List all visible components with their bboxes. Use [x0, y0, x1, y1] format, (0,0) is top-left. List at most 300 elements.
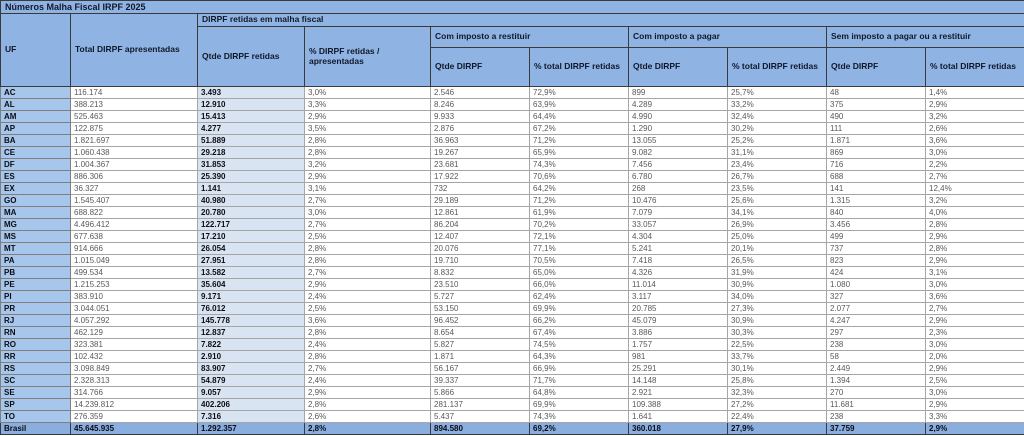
- cell-sem-pct[interactable]: 2,6%: [926, 123, 1024, 135]
- cell-uf[interactable]: AL: [1, 99, 71, 111]
- cell-pagar-qtde[interactable]: 2.921: [629, 387, 728, 399]
- cell-pct-retidas[interactable]: 2,8%: [305, 243, 431, 255]
- cell-sem-pct[interactable]: 12,4%: [926, 183, 1024, 195]
- cell-sem-qtde[interactable]: 48: [827, 87, 926, 99]
- cell-sem-qtde[interactable]: 58: [827, 351, 926, 363]
- cell-pct-retidas[interactable]: 3,3%: [305, 99, 431, 111]
- cell-qtde-retidas[interactable]: 4.277: [198, 123, 305, 135]
- cell-restituir-pct[interactable]: 65,0%: [530, 267, 629, 279]
- cell-uf[interactable]: MS: [1, 231, 71, 243]
- subheader-pagar-qtde[interactable]: Qtde DIRPF: [629, 48, 728, 87]
- cell-pct-retidas[interactable]: 2,7%: [305, 219, 431, 231]
- cell-restituir-qtde[interactable]: 894.580: [431, 423, 530, 435]
- cell-sem-qtde[interactable]: 2.449: [827, 363, 926, 375]
- subheader-restituir-pct[interactable]: % total DIRPF retidas: [530, 48, 629, 87]
- cell-sem-qtde[interactable]: 11.681: [827, 399, 926, 411]
- cell-uf[interactable]: SC: [1, 375, 71, 387]
- cell-total-apresentadas[interactable]: 116.174: [71, 87, 198, 99]
- cell-pagar-pct[interactable]: 30,3%: [728, 327, 827, 339]
- cell-restituir-pct[interactable]: 74,5%: [530, 339, 629, 351]
- cell-pagar-pct[interactable]: 23,4%: [728, 159, 827, 171]
- cell-restituir-qtde[interactable]: 5.727: [431, 291, 530, 303]
- cell-uf[interactable]: CE: [1, 147, 71, 159]
- cell-sem-pct[interactable]: 2,0%: [926, 351, 1024, 363]
- cell-restituir-pct[interactable]: 61,9%: [530, 207, 629, 219]
- cell-uf[interactable]: SP: [1, 399, 71, 411]
- cell-qtde-retidas[interactable]: 35.604: [198, 279, 305, 291]
- cell-pagar-qtde[interactable]: 4.990: [629, 111, 728, 123]
- cell-pagar-qtde[interactable]: 10.476: [629, 195, 728, 207]
- cell-pct-retidas[interactable]: 2,9%: [305, 387, 431, 399]
- cell-sem-pct[interactable]: 4,0%: [926, 207, 1024, 219]
- subheader-sem-qtde[interactable]: Qtde DIRPF: [827, 48, 926, 87]
- cell-pagar-pct[interactable]: 25,7%: [728, 87, 827, 99]
- header-uf[interactable]: UF: [1, 14, 71, 87]
- cell-total-apresentadas[interactable]: 688.822: [71, 207, 198, 219]
- group-header-retidas-malha[interactable]: DIRPF retidas em malha fiscal: [198, 14, 1024, 27]
- cell-sem-pct[interactable]: 3,6%: [926, 135, 1024, 147]
- cell-total-apresentadas[interactable]: 2.328.313: [71, 375, 198, 387]
- cell-total-apresentadas[interactable]: 36.327: [71, 183, 198, 195]
- group-header-com-imposto-pagar[interactable]: Com imposto a pagar: [629, 27, 827, 48]
- cell-pagar-qtde[interactable]: 6.780: [629, 171, 728, 183]
- cell-sem-pct[interactable]: 2,7%: [926, 303, 1024, 315]
- cell-sem-qtde[interactable]: 4.247: [827, 315, 926, 327]
- cell-pagar-qtde[interactable]: 4.326: [629, 267, 728, 279]
- cell-restituir-pct[interactable]: 67,2%: [530, 123, 629, 135]
- subheader-pagar-pct[interactable]: % total DIRPF retidas: [728, 48, 827, 87]
- cell-uf[interactable]: SE: [1, 387, 71, 399]
- cell-qtde-retidas[interactable]: 40.980: [198, 195, 305, 207]
- cell-pagar-pct[interactable]: 34,1%: [728, 207, 827, 219]
- cell-uf[interactable]: RO: [1, 339, 71, 351]
- cell-restituir-qtde[interactable]: 2.546: [431, 87, 530, 99]
- cell-pagar-pct[interactable]: 25,6%: [728, 195, 827, 207]
- cell-uf[interactable]: PI: [1, 291, 71, 303]
- cell-pagar-pct[interactable]: 23,5%: [728, 183, 827, 195]
- cell-sem-qtde[interactable]: 499: [827, 231, 926, 243]
- cell-sem-pct[interactable]: 3,0%: [926, 387, 1024, 399]
- cell-pagar-qtde[interactable]: 13.055: [629, 135, 728, 147]
- cell-uf[interactable]: RS: [1, 363, 71, 375]
- cell-sem-qtde[interactable]: 297: [827, 327, 926, 339]
- cell-restituir-pct[interactable]: 62,4%: [530, 291, 629, 303]
- cell-restituir-qtde[interactable]: 39.337: [431, 375, 530, 387]
- cell-pagar-pct[interactable]: 20,1%: [728, 243, 827, 255]
- cell-restituir-qtde[interactable]: 56.167: [431, 363, 530, 375]
- subheader-restituir-qtde[interactable]: Qtde DIRPF: [431, 48, 530, 87]
- cell-sem-qtde[interactable]: 823: [827, 255, 926, 267]
- cell-total-apresentadas[interactable]: 1.215.253: [71, 279, 198, 291]
- cell-uf[interactable]: MG: [1, 219, 71, 231]
- cell-restituir-pct[interactable]: 65,9%: [530, 147, 629, 159]
- cell-pagar-qtde[interactable]: 7.418: [629, 255, 728, 267]
- cell-total-apresentadas[interactable]: 3.044.051: [71, 303, 198, 315]
- cell-sem-pct[interactable]: 3,0%: [926, 339, 1024, 351]
- cell-total-apresentadas[interactable]: 323.381: [71, 339, 198, 351]
- cell-sem-pct[interactable]: 2,8%: [926, 243, 1024, 255]
- cell-total-apresentadas[interactable]: 45.645.935: [71, 423, 198, 435]
- cell-total-apresentadas[interactable]: 525.463: [71, 111, 198, 123]
- cell-sem-pct[interactable]: 3,6%: [926, 291, 1024, 303]
- cell-uf[interactable]: GO: [1, 195, 71, 207]
- cell-sem-qtde[interactable]: 737: [827, 243, 926, 255]
- cell-sem-pct[interactable]: 2,9%: [926, 423, 1024, 435]
- cell-restituir-qtde[interactable]: 19.710: [431, 255, 530, 267]
- cell-pagar-qtde[interactable]: 9.082: [629, 147, 728, 159]
- cell-restituir-qtde[interactable]: 53.150: [431, 303, 530, 315]
- cell-pagar-pct[interactable]: 27,2%: [728, 399, 827, 411]
- cell-sem-pct[interactable]: 2,9%: [926, 315, 1024, 327]
- cell-sem-pct[interactable]: 2,9%: [926, 231, 1024, 243]
- cell-total-apresentadas[interactable]: 1.015.049: [71, 255, 198, 267]
- cell-pagar-qtde[interactable]: 45.079: [629, 315, 728, 327]
- cell-sem-qtde[interactable]: 111: [827, 123, 926, 135]
- cell-pagar-pct[interactable]: 22,4%: [728, 411, 827, 423]
- cell-total-apresentadas[interactable]: 4.057.292: [71, 315, 198, 327]
- cell-qtde-retidas[interactable]: 29.218: [198, 147, 305, 159]
- cell-restituir-pct[interactable]: 70,5%: [530, 255, 629, 267]
- cell-restituir-qtde[interactable]: 19.267: [431, 147, 530, 159]
- cell-pagar-qtde[interactable]: 1.641: [629, 411, 728, 423]
- cell-qtde-retidas[interactable]: 76.012: [198, 303, 305, 315]
- cell-pagar-pct[interactable]: 33,2%: [728, 99, 827, 111]
- cell-sem-qtde[interactable]: 869: [827, 147, 926, 159]
- cell-total-apresentadas[interactable]: 314.766: [71, 387, 198, 399]
- cell-uf[interactable]: AC: [1, 87, 71, 99]
- cell-qtde-retidas[interactable]: 145.778: [198, 315, 305, 327]
- cell-restituir-pct[interactable]: 74,3%: [530, 411, 629, 423]
- cell-pct-retidas[interactable]: 2,7%: [305, 363, 431, 375]
- cell-restituir-qtde[interactable]: 23.681: [431, 159, 530, 171]
- cell-total-apresentadas[interactable]: 14.239.812: [71, 399, 198, 411]
- cell-pct-retidas[interactable]: 2,5%: [305, 303, 431, 315]
- cell-restituir-pct[interactable]: 64,2%: [530, 183, 629, 195]
- cell-restituir-qtde[interactable]: 1.871: [431, 351, 530, 363]
- cell-qtde-retidas[interactable]: 1.292.357: [198, 423, 305, 435]
- cell-total-apresentadas[interactable]: 122.875: [71, 123, 198, 135]
- cell-sem-qtde[interactable]: 375: [827, 99, 926, 111]
- cell-total-apresentadas[interactable]: 383.910: [71, 291, 198, 303]
- cell-pagar-pct[interactable]: 32,3%: [728, 387, 827, 399]
- cell-restituir-qtde[interactable]: 12.861: [431, 207, 530, 219]
- cell-sem-qtde[interactable]: 37.759: [827, 423, 926, 435]
- cell-pagar-pct[interactable]: 31,9%: [728, 267, 827, 279]
- cell-qtde-retidas[interactable]: 13.582: [198, 267, 305, 279]
- cell-pct-retidas[interactable]: 2,8%: [305, 327, 431, 339]
- cell-restituir-pct[interactable]: 64,8%: [530, 387, 629, 399]
- cell-pct-retidas[interactable]: 2,4%: [305, 291, 431, 303]
- cell-total-apresentadas[interactable]: 886.306: [71, 171, 198, 183]
- cell-qtde-retidas[interactable]: 15.413: [198, 111, 305, 123]
- cell-qtde-retidas[interactable]: 402.206: [198, 399, 305, 411]
- cell-qtde-retidas[interactable]: 7.822: [198, 339, 305, 351]
- cell-total-apresentadas[interactable]: 1.004.367: [71, 159, 198, 171]
- cell-sem-qtde[interactable]: 327: [827, 291, 926, 303]
- cell-pagar-qtde[interactable]: 3.117: [629, 291, 728, 303]
- cell-uf[interactable]: ES: [1, 171, 71, 183]
- group-header-sem-imposto[interactable]: Sem imposto a pagar ou a restituir: [827, 27, 1024, 48]
- cell-sem-pct[interactable]: 3,0%: [926, 147, 1024, 159]
- cell-restituir-pct[interactable]: 67,4%: [530, 327, 629, 339]
- cell-restituir-pct[interactable]: 70,2%: [530, 219, 629, 231]
- cell-pct-retidas[interactable]: 2,7%: [305, 267, 431, 279]
- cell-restituir-qtde[interactable]: 29.189: [431, 195, 530, 207]
- cell-total-apresentadas[interactable]: 677.638: [71, 231, 198, 243]
- cell-total-apresentadas[interactable]: 1.545.407: [71, 195, 198, 207]
- cell-total-apresentadas[interactable]: 388.213: [71, 99, 198, 111]
- cell-uf[interactable]: EX: [1, 183, 71, 195]
- cell-sem-pct[interactable]: 2,3%: [926, 327, 1024, 339]
- cell-pct-retidas[interactable]: 2,7%: [305, 195, 431, 207]
- cell-pagar-pct[interactable]: 26,5%: [728, 255, 827, 267]
- cell-pct-retidas[interactable]: 2,4%: [305, 339, 431, 351]
- cell-pagar-qtde[interactable]: 20.785: [629, 303, 728, 315]
- cell-pagar-qtde[interactable]: 109.388: [629, 399, 728, 411]
- cell-uf[interactable]: BA: [1, 135, 71, 147]
- cell-pagar-pct[interactable]: 27,3%: [728, 303, 827, 315]
- cell-pagar-pct[interactable]: 30,9%: [728, 315, 827, 327]
- cell-restituir-pct[interactable]: 63,9%: [530, 99, 629, 111]
- cell-restituir-pct[interactable]: 64,3%: [530, 351, 629, 363]
- cell-restituir-pct[interactable]: 66,9%: [530, 363, 629, 375]
- cell-sem-qtde[interactable]: 238: [827, 411, 926, 423]
- cell-qtde-retidas[interactable]: 7.316: [198, 411, 305, 423]
- cell-uf[interactable]: AP: [1, 123, 71, 135]
- cell-pagar-pct[interactable]: 32,4%: [728, 111, 827, 123]
- cell-restituir-pct[interactable]: 72,1%: [530, 231, 629, 243]
- cell-pct-retidas[interactable]: 2,8%: [305, 147, 431, 159]
- cell-pagar-pct[interactable]: 31,1%: [728, 147, 827, 159]
- cell-pagar-pct[interactable]: 26,7%: [728, 171, 827, 183]
- cell-restituir-pct[interactable]: 64,4%: [530, 111, 629, 123]
- cell-qtde-retidas[interactable]: 12.837: [198, 327, 305, 339]
- cell-pagar-qtde[interactable]: 360.018: [629, 423, 728, 435]
- cell-pagar-qtde[interactable]: 4.289: [629, 99, 728, 111]
- cell-uf[interactable]: PE: [1, 279, 71, 291]
- cell-uf[interactable]: RN: [1, 327, 71, 339]
- cell-total-apresentadas[interactable]: 102.432: [71, 351, 198, 363]
- cell-qtde-retidas[interactable]: 31.853: [198, 159, 305, 171]
- cell-pct-retidas[interactable]: 2,8%: [305, 423, 431, 435]
- cell-sem-pct[interactable]: 3,0%: [926, 279, 1024, 291]
- cell-sem-qtde[interactable]: 490: [827, 111, 926, 123]
- cell-restituir-pct[interactable]: 69,2%: [530, 423, 629, 435]
- cell-sem-pct[interactable]: 2,5%: [926, 375, 1024, 387]
- cell-sem-pct[interactable]: 2,9%: [926, 255, 1024, 267]
- cell-pct-retidas[interactable]: 2,8%: [305, 399, 431, 411]
- cell-uf[interactable]: DF: [1, 159, 71, 171]
- cell-restituir-pct[interactable]: 74,3%: [530, 159, 629, 171]
- cell-restituir-qtde[interactable]: 2.876: [431, 123, 530, 135]
- cell-pagar-pct[interactable]: 33,7%: [728, 351, 827, 363]
- cell-pct-retidas[interactable]: 3,1%: [305, 183, 431, 195]
- cell-pagar-qtde[interactable]: 11.014: [629, 279, 728, 291]
- cell-pagar-qtde[interactable]: 25.291: [629, 363, 728, 375]
- cell-restituir-qtde[interactable]: 732: [431, 183, 530, 195]
- cell-pct-retidas[interactable]: 3,6%: [305, 315, 431, 327]
- cell-restituir-pct[interactable]: 70,6%: [530, 171, 629, 183]
- cell-restituir-qtde[interactable]: 8.832: [431, 267, 530, 279]
- cell-pagar-qtde[interactable]: 33.057: [629, 219, 728, 231]
- cell-pagar-pct[interactable]: 26,9%: [728, 219, 827, 231]
- cell-qtde-retidas[interactable]: 3.493: [198, 87, 305, 99]
- cell-pagar-qtde[interactable]: 7.079: [629, 207, 728, 219]
- cell-qtde-retidas[interactable]: 1.141: [198, 183, 305, 195]
- cell-qtde-retidas[interactable]: 12.910: [198, 99, 305, 111]
- cell-qtde-retidas[interactable]: 2.910: [198, 351, 305, 363]
- cell-restituir-pct[interactable]: 69,9%: [530, 399, 629, 411]
- cell-sem-qtde[interactable]: 716: [827, 159, 926, 171]
- cell-pct-retidas[interactable]: 2,8%: [305, 255, 431, 267]
- cell-pct-retidas[interactable]: 3,0%: [305, 207, 431, 219]
- cell-qtde-retidas[interactable]: 9.057: [198, 387, 305, 399]
- cell-sem-pct[interactable]: 3,3%: [926, 411, 1024, 423]
- cell-restituir-qtde[interactable]: 5.827: [431, 339, 530, 351]
- cell-total-apresentadas[interactable]: 914.666: [71, 243, 198, 255]
- cell-pct-retidas[interactable]: 3,0%: [305, 87, 431, 99]
- cell-pagar-pct[interactable]: 27,9%: [728, 423, 827, 435]
- cell-sem-pct[interactable]: 2,9%: [926, 399, 1024, 411]
- cell-sem-pct[interactable]: 2,9%: [926, 99, 1024, 111]
- cell-qtde-retidas[interactable]: 9.171: [198, 291, 305, 303]
- cell-sem-pct[interactable]: 2,2%: [926, 159, 1024, 171]
- cell-sem-qtde[interactable]: 688: [827, 171, 926, 183]
- cell-sem-pct[interactable]: 3,2%: [926, 111, 1024, 123]
- cell-qtde-retidas[interactable]: 26.054: [198, 243, 305, 255]
- cell-restituir-qtde[interactable]: 281.137: [431, 399, 530, 411]
- cell-pct-retidas[interactable]: 2,9%: [305, 171, 431, 183]
- cell-qtde-retidas[interactable]: 25.390: [198, 171, 305, 183]
- cell-sem-qtde[interactable]: 141: [827, 183, 926, 195]
- cell-pagar-pct[interactable]: 30,2%: [728, 123, 827, 135]
- cell-uf[interactable]: AM: [1, 111, 71, 123]
- cell-sem-qtde[interactable]: 840: [827, 207, 926, 219]
- cell-sem-pct[interactable]: 2,9%: [926, 363, 1024, 375]
- cell-restituir-pct[interactable]: 66,0%: [530, 279, 629, 291]
- cell-pagar-pct[interactable]: 30,9%: [728, 279, 827, 291]
- header-qtde-retidas[interactable]: Qtde DIRPF retidas: [198, 27, 305, 87]
- cell-restituir-qtde[interactable]: 86.204: [431, 219, 530, 231]
- cell-pct-retidas[interactable]: 2,9%: [305, 279, 431, 291]
- cell-restituir-pct[interactable]: 72,9%: [530, 87, 629, 99]
- cell-total-apresentadas[interactable]: 499.534: [71, 267, 198, 279]
- cell-restituir-qtde[interactable]: 9.933: [431, 111, 530, 123]
- cell-pagar-pct[interactable]: 34,0%: [728, 291, 827, 303]
- cell-sem-qtde[interactable]: 424: [827, 267, 926, 279]
- cell-pagar-qtde[interactable]: 1.757: [629, 339, 728, 351]
- cell-restituir-qtde[interactable]: 8.654: [431, 327, 530, 339]
- cell-uf[interactable]: MT: [1, 243, 71, 255]
- cell-restituir-qtde[interactable]: 96.452: [431, 315, 530, 327]
- cell-pagar-pct[interactable]: 22,5%: [728, 339, 827, 351]
- cell-restituir-qtde[interactable]: 5.437: [431, 411, 530, 423]
- group-header-com-imposto-restituir[interactable]: Com imposto a restituir: [431, 27, 629, 48]
- cell-restituir-qtde[interactable]: 8.246: [431, 99, 530, 111]
- cell-total-apresentadas[interactable]: 276.359: [71, 411, 198, 423]
- cell-total-apresentadas[interactable]: 1.821.697: [71, 135, 198, 147]
- cell-pct-retidas[interactable]: 2,8%: [305, 351, 431, 363]
- cell-uf[interactable]: PR: [1, 303, 71, 315]
- cell-sem-pct[interactable]: 2,7%: [926, 171, 1024, 183]
- cell-pagar-qtde[interactable]: 7.456: [629, 159, 728, 171]
- cell-sem-qtde[interactable]: 238: [827, 339, 926, 351]
- cell-restituir-pct[interactable]: 71,2%: [530, 135, 629, 147]
- cell-sem-pct[interactable]: 3,2%: [926, 195, 1024, 207]
- cell-sem-qtde[interactable]: 1.394: [827, 375, 926, 387]
- cell-qtde-retidas[interactable]: 27.951: [198, 255, 305, 267]
- cell-total-apresentadas[interactable]: 1.060.438: [71, 147, 198, 159]
- cell-pagar-pct[interactable]: 25,8%: [728, 375, 827, 387]
- cell-restituir-qtde[interactable]: 23.510: [431, 279, 530, 291]
- cell-pct-retidas[interactable]: 3,2%: [305, 159, 431, 171]
- cell-restituir-qtde[interactable]: 20.076: [431, 243, 530, 255]
- cell-uf[interactable]: Brasil: [1, 423, 71, 435]
- cell-restituir-pct[interactable]: 77,1%: [530, 243, 629, 255]
- cell-uf[interactable]: PA: [1, 255, 71, 267]
- cell-qtde-retidas[interactable]: 83.907: [198, 363, 305, 375]
- cell-pct-retidas[interactable]: 2,4%: [305, 375, 431, 387]
- cell-restituir-qtde[interactable]: 36.963: [431, 135, 530, 147]
- header-total-dirpf[interactable]: Total DIRPF apresentadas: [71, 14, 198, 87]
- cell-qtde-retidas[interactable]: 20.780: [198, 207, 305, 219]
- cell-sem-qtde[interactable]: 2.077: [827, 303, 926, 315]
- cell-total-apresentadas[interactable]: 3.098.849: [71, 363, 198, 375]
- cell-restituir-qtde[interactable]: 5.866: [431, 387, 530, 399]
- cell-restituir-qtde[interactable]: 17.922: [431, 171, 530, 183]
- cell-pagar-pct[interactable]: 25,2%: [728, 135, 827, 147]
- cell-pagar-qtde[interactable]: 4.304: [629, 231, 728, 243]
- cell-restituir-pct[interactable]: 69,9%: [530, 303, 629, 315]
- subheader-sem-pct[interactable]: % total DIRPF retidas: [926, 48, 1024, 87]
- cell-sem-qtde[interactable]: 1.315: [827, 195, 926, 207]
- cell-pct-retidas[interactable]: 2,6%: [305, 411, 431, 423]
- cell-total-apresentadas[interactable]: 462.129: [71, 327, 198, 339]
- cell-sem-pct[interactable]: 1,4%: [926, 87, 1024, 99]
- cell-pagar-qtde[interactable]: 14.148: [629, 375, 728, 387]
- cell-restituir-pct[interactable]: 71,7%: [530, 375, 629, 387]
- cell-qtde-retidas[interactable]: 122.717: [198, 219, 305, 231]
- cell-sem-qtde[interactable]: 1.871: [827, 135, 926, 147]
- cell-pct-retidas[interactable]: 2,9%: [305, 111, 431, 123]
- cell-pagar-qtde[interactable]: 1.290: [629, 123, 728, 135]
- cell-qtde-retidas[interactable]: 54.879: [198, 375, 305, 387]
- cell-restituir-pct[interactable]: 71,2%: [530, 195, 629, 207]
- cell-restituir-qtde[interactable]: 12.407: [431, 231, 530, 243]
- cell-pct-retidas[interactable]: 2,8%: [305, 135, 431, 147]
- cell-qtde-retidas[interactable]: 51.889: [198, 135, 305, 147]
- cell-sem-qtde[interactable]: 270: [827, 387, 926, 399]
- header-pct-retidas-apresentadas[interactable]: % DIRPF retidas / apresentadas: [305, 27, 431, 87]
- cell-uf[interactable]: PB: [1, 267, 71, 279]
- cell-sem-pct[interactable]: 3,1%: [926, 267, 1024, 279]
- cell-pagar-qtde[interactable]: 3.886: [629, 327, 728, 339]
- cell-sem-qtde[interactable]: 3.456: [827, 219, 926, 231]
- cell-pagar-qtde[interactable]: 899: [629, 87, 728, 99]
- cell-uf[interactable]: RR: [1, 351, 71, 363]
- cell-pagar-qtde[interactable]: 268: [629, 183, 728, 195]
- cell-pagar-pct[interactable]: 30,1%: [728, 363, 827, 375]
- cell-restituir-pct[interactable]: 66,2%: [530, 315, 629, 327]
- cell-total-apresentadas[interactable]: 4.496.412: [71, 219, 198, 231]
- cell-pct-retidas[interactable]: 3,5%: [305, 123, 431, 135]
- page-title[interactable]: Números Malha Fiscal IRPF 2025: [1, 1, 1024, 14]
- cell-qtde-retidas[interactable]: 17.210: [198, 231, 305, 243]
- cell-uf[interactable]: RJ: [1, 315, 71, 327]
- cell-pagar-qtde[interactable]: 981: [629, 351, 728, 363]
- cell-sem-pct[interactable]: 2,8%: [926, 219, 1024, 231]
- cell-sem-qtde[interactable]: 1.080: [827, 279, 926, 291]
